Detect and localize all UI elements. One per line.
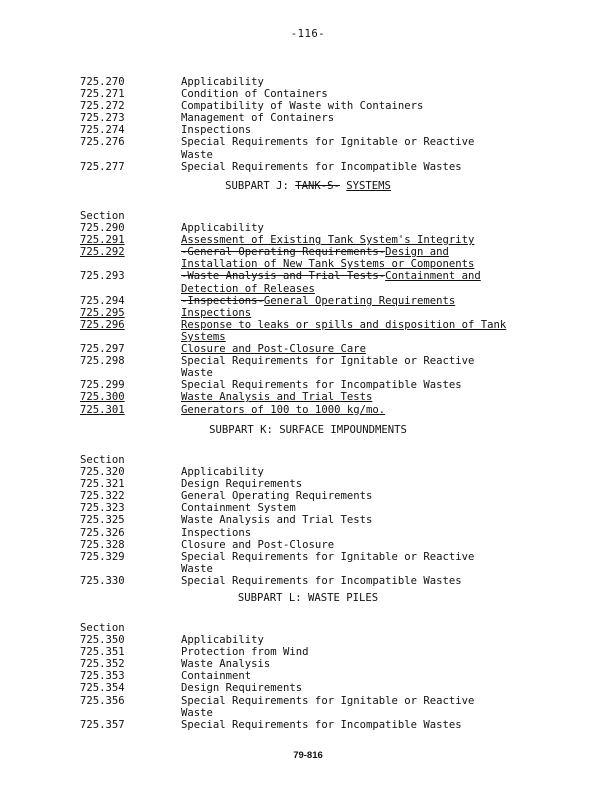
- section-number: 725.272: [80, 100, 125, 113]
- section-number: 725.352: [80, 658, 125, 671]
- section-title: [181, 124, 251, 136]
- list-item: [0, 707, 616, 719]
- section-title: [181, 246, 449, 258]
- section-title: [181, 719, 462, 731]
- subpart-l-block: [0, 592, 616, 731]
- title-segment: Applicability: [181, 634, 264, 647]
- list-item: [0, 100, 616, 112]
- title-segment: Systems: [181, 330, 226, 343]
- title-segment: Compatibility of Waste with Containers: [181, 100, 424, 113]
- section-title: [181, 319, 506, 331]
- section-number: 725.330: [80, 574, 125, 587]
- title-segment: Containment and: [385, 270, 481, 283]
- section-title: [181, 100, 423, 112]
- section-number: 725.353: [80, 670, 125, 683]
- section-title: [181, 658, 270, 670]
- section-title: [181, 283, 315, 295]
- list-item: [0, 502, 616, 514]
- title-segment: Special Requirements for Incompatible Wastes: [181, 379, 462, 392]
- section-number: 725.351: [80, 646, 125, 659]
- section-label: [0, 210, 616, 222]
- list-item: [0, 295, 616, 307]
- section-number: 725.295: [80, 306, 125, 319]
- section-title: [181, 646, 309, 658]
- title-segment: Protection from Wind: [181, 646, 309, 659]
- section-title: [181, 634, 264, 646]
- title-segment: Containment System: [181, 502, 296, 515]
- list-item: [0, 234, 616, 246]
- list-item: [0, 646, 616, 658]
- section-number: 725.277: [80, 160, 125, 173]
- title-segment: Containment: [181, 670, 252, 683]
- list-item: [0, 136, 616, 148]
- subpart-l-heading: [0, 592, 616, 608]
- list-item: [0, 270, 616, 282]
- title-segment: Detection of Releases: [181, 282, 315, 295]
- section-label: [0, 454, 616, 466]
- list-item: [0, 307, 616, 319]
- list-item: [0, 670, 616, 682]
- list-item: [0, 514, 616, 526]
- section-title: [181, 136, 474, 148]
- section-number: 725.357: [80, 718, 125, 731]
- title-segment: Waste: [181, 706, 213, 719]
- section-title: [181, 404, 385, 416]
- title-segment: Applicability: [181, 222, 264, 235]
- title-segment: Design Requirements: [181, 478, 303, 491]
- title-segment: Waste: [181, 367, 213, 380]
- section-number: 725.274: [80, 124, 125, 137]
- title-segment: Installation of New Tank Systems or Components: [181, 258, 475, 271]
- list-item: [0, 149, 616, 161]
- section-number: 725.293: [80, 270, 125, 283]
- section-title: [181, 161, 462, 173]
- title-segment: Special Requirements for Ignitable or Reactive: [181, 136, 475, 149]
- section-title: [181, 514, 372, 526]
- list-item: [0, 478, 616, 490]
- list-item: [0, 343, 616, 355]
- title-segment: Applicability: [181, 76, 264, 88]
- title-segment: Management of Containers: [181, 112, 335, 125]
- heading-segment: SUBPART J:: [225, 180, 296, 192]
- section-title: [181, 149, 213, 161]
- heading-segment: SUBPART K: SURFACE IMPOUNDMENTS: [209, 424, 407, 436]
- list-item: [0, 246, 616, 258]
- list-item: [0, 379, 616, 391]
- section-number: 725.329: [80, 550, 125, 563]
- section-title: [181, 343, 366, 355]
- section-title: [181, 502, 296, 514]
- section-title: [181, 367, 213, 379]
- section-title: [181, 391, 372, 403]
- title-segment: Special Requirements for Ignitable or Reactive: [181, 355, 475, 368]
- section-title: [181, 112, 334, 124]
- list-item: [0, 258, 616, 270]
- section-title: [181, 76, 264, 88]
- section-label-text: Section: [80, 210, 125, 222]
- title-segment: Waste Analysis and Trial Tests: [181, 514, 373, 527]
- section-title: [181, 490, 372, 502]
- title-segment: Special Requirements for Incompatible Wastes: [181, 574, 462, 587]
- page-number: -116-: [290, 28, 326, 40]
- list-item: [0, 391, 616, 403]
- title-segment: Special Requirements for Incompatible Wastes: [181, 718, 462, 731]
- section-title: [181, 527, 251, 539]
- section-number: 725.270: [80, 76, 125, 88]
- section-title: [181, 466, 264, 478]
- heading-segment: SUBPART L: WASTE PILES: [237, 592, 379, 604]
- section-title: [181, 355, 474, 367]
- title-segment: Special Requirements for Ignitable or Reactive: [181, 694, 475, 707]
- title-segment: Design and: [385, 246, 449, 259]
- section-number: 725.297: [80, 343, 125, 356]
- title-segment: Waste Analysis and Trial Tests: [181, 391, 373, 404]
- section-title: [181, 707, 213, 719]
- section-title: [181, 295, 455, 307]
- section-number: 725.350: [80, 634, 125, 647]
- title-segment: General Operating Requirements: [181, 490, 373, 503]
- section-number: 725.322: [80, 490, 125, 503]
- section-title: [181, 331, 226, 343]
- list-item: [0, 76, 616, 88]
- list-item: [0, 634, 616, 646]
- title-segment: Special Requirements for Ignitable or Reactive: [181, 550, 475, 563]
- title-segment: Inspections: [181, 124, 252, 137]
- list-item: [0, 466, 616, 478]
- section-title: [181, 682, 302, 694]
- document-footer: 79-816: [293, 750, 323, 761]
- list-item: [0, 88, 616, 100]
- list-item: [0, 658, 616, 670]
- section-label-text: Section: [80, 454, 125, 466]
- section-title: [181, 539, 334, 551]
- list-item: [0, 682, 616, 694]
- subpart-j-block: [0, 180, 616, 416]
- title-segment: Waste Analysis: [181, 658, 271, 671]
- section-number: 725.354: [80, 682, 125, 695]
- section-title: [181, 307, 251, 319]
- subpart-k-block: [0, 424, 616, 587]
- list-item: [0, 695, 616, 707]
- section-number: 725.292: [80, 246, 125, 259]
- title-segment: -General Operating Requirements-: [181, 246, 386, 259]
- section-title: [181, 379, 462, 391]
- section-number: 725.323: [80, 502, 125, 515]
- list-item: [0, 222, 616, 234]
- title-segment: Closure and Post-Closure: [181, 538, 335, 551]
- section-title: [181, 551, 474, 563]
- section-number: 725.325: [80, 514, 125, 527]
- section-number: 725.328: [80, 538, 125, 551]
- section-number: 725.273: [80, 112, 125, 125]
- section-number: 725.291: [80, 234, 125, 247]
- section-number: 725.321: [80, 478, 125, 491]
- section-title: [181, 222, 264, 234]
- title-segment: General Operating Requirements: [263, 294, 456, 307]
- list-item: [0, 124, 616, 136]
- section-title: [181, 478, 302, 490]
- section-title: [181, 575, 462, 587]
- list-item: [0, 539, 616, 551]
- section-label: [0, 622, 616, 634]
- subpart-k-heading: [0, 424, 616, 440]
- section-number: 725.299: [80, 379, 125, 392]
- title-segment: Special Requirements for Incompatible Wastes: [181, 160, 462, 173]
- section-number: 725.298: [80, 355, 125, 368]
- list-item: [0, 367, 616, 379]
- title-segment: -Inspections-: [181, 294, 264, 307]
- list-item: [0, 551, 616, 563]
- title-segment: -Waste Analysis and Trial Tests-: [181, 270, 386, 283]
- subpart-j-heading: [0, 180, 616, 196]
- title-segment: Generators of 100 to 1000 kg/mo.: [181, 403, 386, 416]
- section-number: 725.326: [80, 526, 125, 539]
- section-number: 725.276: [80, 136, 125, 149]
- section-number: 725.320: [80, 466, 125, 479]
- section-title: [181, 563, 213, 575]
- section-title: [181, 88, 328, 100]
- section-number: 725.300: [80, 391, 125, 404]
- list-item: [0, 719, 616, 731]
- title-segment: Inspections: [181, 306, 252, 319]
- section-title: [181, 670, 251, 682]
- title-segment: Assessment of Existing Tank System's Integrity: [181, 234, 475, 247]
- section-number: 725.290: [80, 222, 125, 235]
- list-item: [0, 527, 616, 539]
- title-segment: Design Requirements: [181, 682, 303, 695]
- section-title: [181, 258, 474, 270]
- title-segment: Condition of Containers: [181, 88, 328, 101]
- list-item: [0, 575, 616, 587]
- list-item: [0, 283, 616, 295]
- list-item: [0, 404, 616, 416]
- subpart-i-list: [0, 76, 616, 173]
- section-number: 725.296: [80, 318, 125, 331]
- section-label-text: Section: [80, 622, 125, 634]
- list-item: [0, 563, 616, 575]
- list-item: [0, 331, 616, 343]
- section-title: [181, 270, 481, 282]
- title-segment: Applicability: [181, 466, 264, 479]
- section-number: 725.271: [80, 88, 125, 101]
- heading-segment: SYSTEMS: [346, 180, 391, 192]
- heading-segment: TANK-S-: [295, 180, 340, 192]
- section-number: 725.294: [80, 294, 125, 307]
- list-item: [0, 112, 616, 124]
- title-segment: Closure and Post-Closure Care: [181, 343, 366, 356]
- title-segment: Response to leaks or spills and disposition of Tank: [181, 318, 507, 331]
- section-number: 725.356: [80, 694, 125, 707]
- title-segment: Inspections: [181, 526, 252, 539]
- section-title: [181, 234, 474, 246]
- title-segment: Waste: [181, 148, 213, 161]
- list-item: [0, 490, 616, 502]
- section-title: [181, 695, 474, 707]
- list-item: [0, 319, 616, 331]
- section-number: 725.301: [80, 403, 125, 416]
- list-item: [0, 161, 616, 173]
- title-segment: Waste: [181, 562, 213, 575]
- list-item: [0, 355, 616, 367]
